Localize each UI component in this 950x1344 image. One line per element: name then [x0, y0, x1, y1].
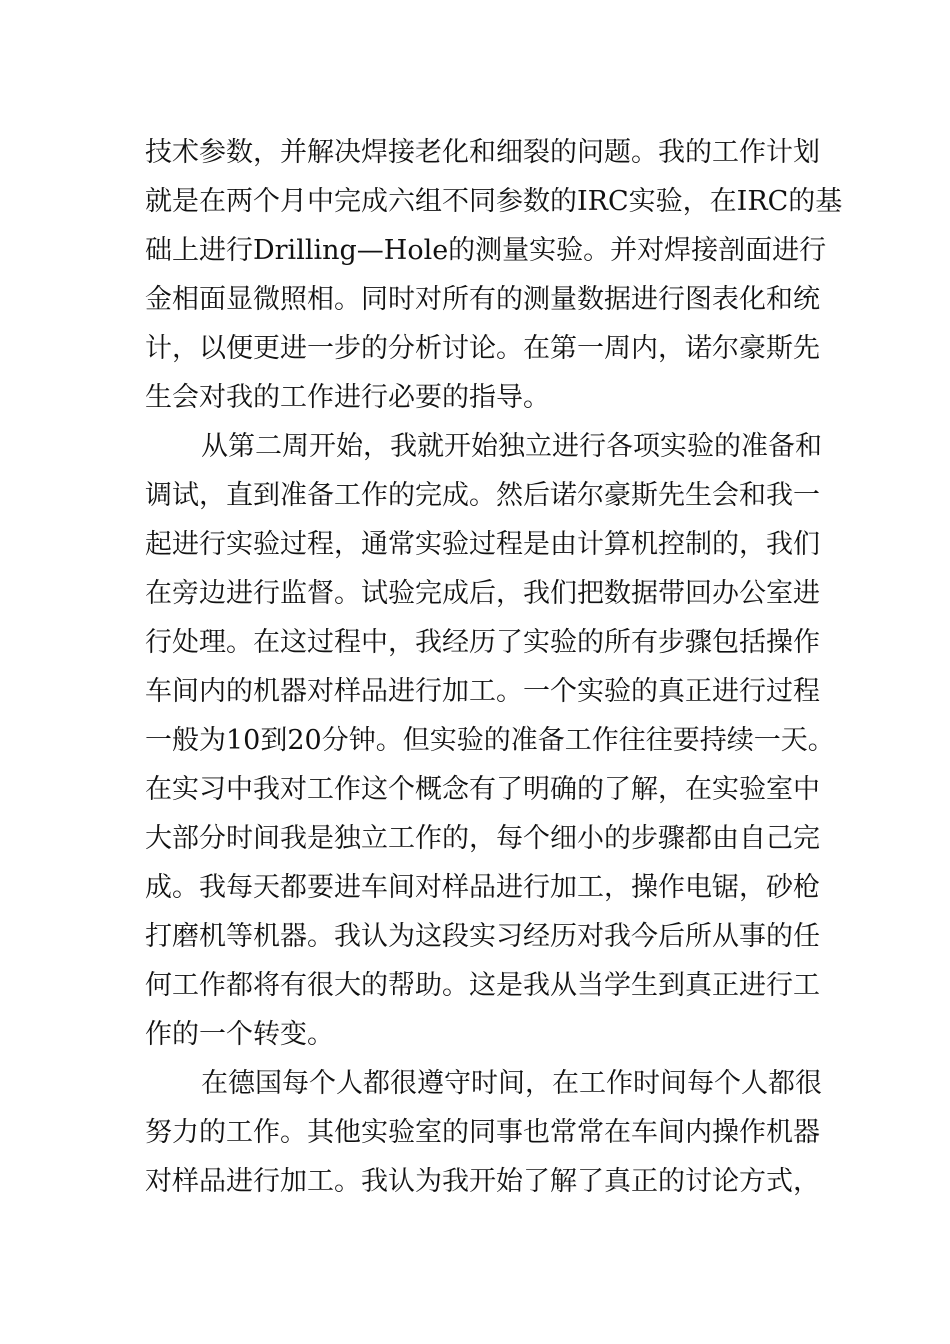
text-line: 金相面显微照相。同时对所有的测量数据进行图表化和统: [145, 284, 820, 315]
text-line: 行处理。在这过程中，我经历了实验的所有步骤包括操作: [145, 627, 820, 658]
paragraph-1: [145, 128, 843, 422]
text-line: 起进行实验过程，通常实验过程是由计算机控制的，我们: [145, 529, 820, 560]
text-line: 调试，直到准备工作的完成。然后诺尔豪斯先生会和我一: [145, 480, 820, 511]
text-line: 计，以便更进一步的分析讨论。在第一周内，诺尔豪斯先: [145, 333, 820, 364]
text-line: 一般为10到20分钟。但实验的准备工作往往要持续一天。: [145, 725, 835, 756]
text-line: 努力的工作。其他实验室的同事也常常在车间内操作机器: [145, 1117, 820, 1148]
text-line: 打磨机等机器。我认为这段实习经历对我今后所从事的任: [145, 921, 820, 952]
text-line: 础上进行Drilling—Hole的测量实验。并对焊接剖面进行: [145, 235, 827, 266]
paragraph-2: [145, 422, 835, 1059]
text-line: 在旁边进行监督。试验完成后，我们把数据带回办公室进: [145, 578, 820, 609]
text-line: 从第二周开始，我就开始独立进行各项实验的准备和: [201, 431, 822, 462]
text-line: 生会对我的工作进行必要的指导。: [145, 382, 550, 413]
text-line: 就是在两个月中完成六组不同参数的IRC实验，在IRC的基: [145, 186, 843, 217]
text-line: 在实习中我对工作这个概念有了明确的了解，在实验室中: [145, 774, 820, 805]
text-line: 大部分时间我是独立工作的，每个细小的步骤都由自己完: [145, 823, 820, 854]
text-line: 在德国每个人都很遵守时间，在工作时间每个人都很: [201, 1068, 822, 1099]
text-line: 何工作都将有很大的帮助。这是我从当学生到真正进行工: [145, 970, 820, 1001]
text-line: 对样品进行加工。我认为我开始了解了真正的讨论方式，: [145, 1166, 820, 1197]
paragraph-3: [145, 1059, 822, 1206]
document-body: [145, 128, 843, 1206]
text-line: 作的一个转变。: [145, 1019, 334, 1050]
text-line: 车间内的机器对样品进行加工。一个实验的真正进行过程: [145, 676, 820, 707]
text-line: 成。我每天都要进车间对样品进行加工，操作电锯，砂枪: [145, 872, 820, 903]
text-line: 技术参数，并解决焊接老化和细裂的问题。我的工作计划: [145, 137, 820, 168]
